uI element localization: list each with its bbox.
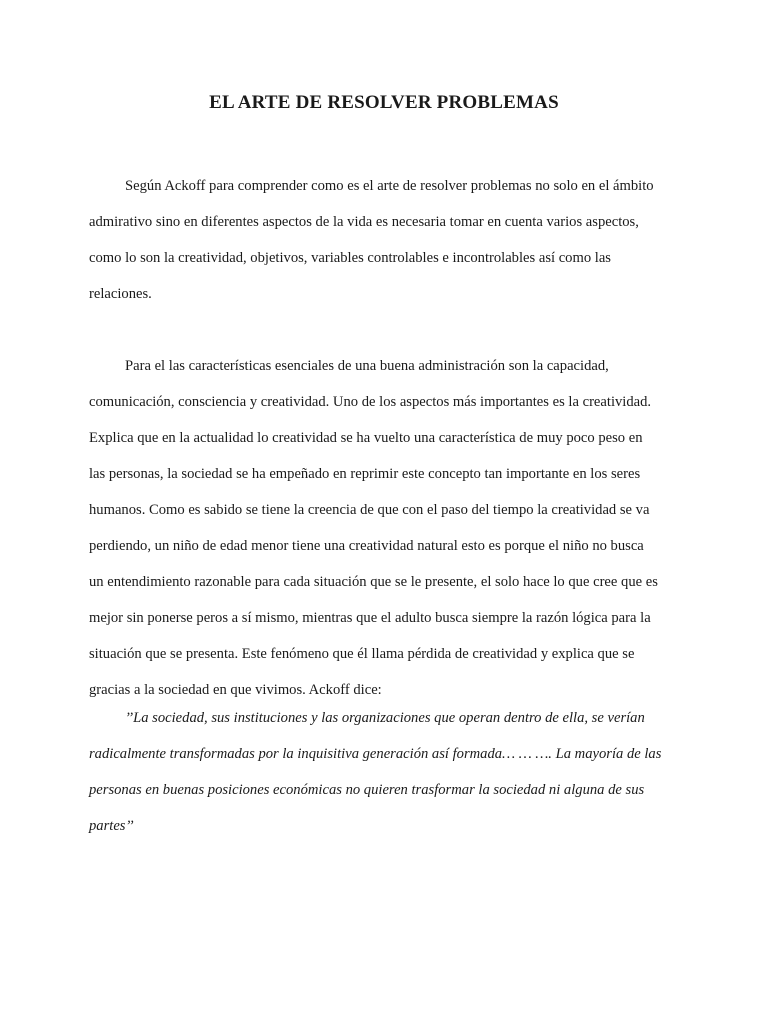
paragraph-line: relaciones. xyxy=(89,286,152,302)
paragraph-line: mejor sin ponerse peros a sí mismo, mientras que el adulto busca siempre la razón lógica para la xyxy=(89,610,651,626)
quote-line: ’’La sociedad, sus instituciones y las organizaciones que operan dentro de ella, se verían xyxy=(125,710,645,726)
paragraph-line: humanos. Como es sabido se tiene la creencia de que con el paso del tiempo la creatividad se va xyxy=(89,502,650,518)
paragraph-1 xyxy=(89,168,689,312)
paragraph-line: Explica que en la actualidad lo creatividad se ha vuelto una característica de muy poco peso en xyxy=(89,430,643,446)
paragraph-line: situación que se presenta. Este fenómeno que él llama pérdida de creatividad y explica que se xyxy=(89,646,635,662)
paragraph-2 xyxy=(89,348,689,708)
paragraph-line: las personas, la sociedad se ha empeñado en reprimir este concepto tan importante en los seres xyxy=(89,466,641,482)
paragraph-line: Según Ackoff para comprender como es el arte de resolver problemas no solo en el ámbito xyxy=(125,178,654,194)
document-title: EL ARTE DE RESOLVER PROBLEMAS xyxy=(209,92,559,113)
block-quote xyxy=(89,700,689,844)
paragraph-line: gracias a la sociedad en que vivimos. Ackoff dice: xyxy=(89,682,382,698)
quote-line: radicalmente transformadas por la inquisitiva generación así formada… … …. La mayoría de las xyxy=(89,746,662,762)
paragraph-line: comunicación, consciencia y creatividad. Uno de los aspectos más importantes es la creatividad. xyxy=(89,394,652,410)
paragraph-line: como lo son la creatividad, objetivos, variables controlables e incontrolables así como las xyxy=(89,250,611,266)
paragraph-line: Para el las características esenciales de una buena administración son la capacidad, xyxy=(125,358,609,374)
paragraph-line: un entendimiento razonable para cada situación que se le presente, el solo hace lo que cree que es xyxy=(89,574,658,590)
quote-line: personas en buenas posiciones económicas no quieren trasformar la sociedad ni alguna de sus xyxy=(89,782,645,798)
paragraph-line: admirativo sino en diferentes aspectos de la vida es necesaria tomar en cuenta varios aspectos, xyxy=(89,214,639,230)
quote-line: partes’’ xyxy=(89,818,134,834)
paragraph-line: perdiendo, un niño de edad menor tiene una creatividad natural esto es porque el niño no busca xyxy=(89,538,644,554)
